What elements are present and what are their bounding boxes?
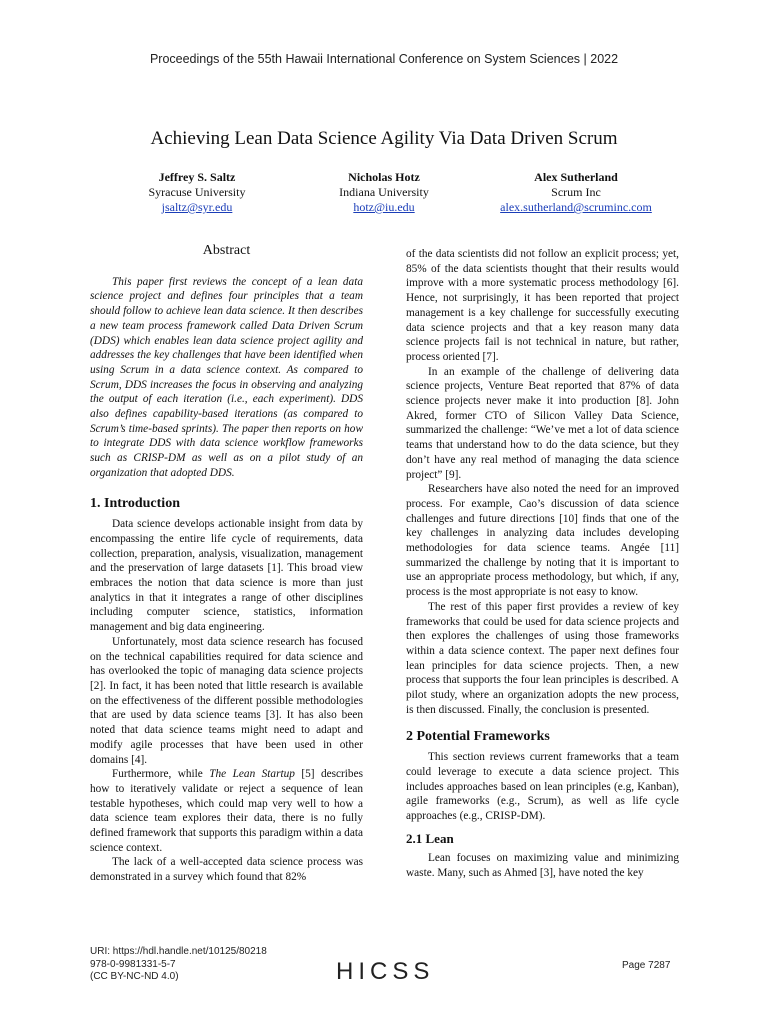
logo-text: HICSS <box>336 958 435 985</box>
intro-paragraph <box>90 767 363 855</box>
intro-paragraph: Unfortunately, most data science research has focused on the technical capabilities required for data science and has overlooked the topic of managing data science projects [2]. In fact, it has been noted that little research is available on the effectiveness of the different possible methodologies that are used by data science teams [3]. It has also been noted that data science teams might need to adapt and modify agile processes that have been used in other domains [4]. <box>90 635 363 766</box>
abstract-heading: Abstract <box>202 243 251 258</box>
intro-text: Furthermore, while <box>112 768 210 781</box>
abstract-text: This paper first reviews the concept of a lean data science project and defines four principles that a team should follow to achieve lean data science. It then describes a new team process framework called Data Driven Scrum (DDS) which enables lean data science project agility and addresses the key challenges that have been identified when using Scrum in a data science context. As compared to Scrum, DDS increases the focus in observing and analyzing the output of each iteration (i.e., each experiment). DDS also defines capability-based iterations (as compared to Scrum’s time-based sprints). The paper then reports on how to integrate DDS with data science workflow frameworks such as CRISP-DM as well as on a pilot study of an organization that adopted DDS. <box>90 275 363 479</box>
abstract-section <box>90 244 363 481</box>
body-paragraph: Lean focuses on maximizing value and minimizing waste. Many, such as Ahmed [3], have noted the key <box>406 852 679 880</box>
uri-text: URI: https://hdl.handle.net/10125/80218 <box>90 946 267 957</box>
author-email-link[interactable]: hotz@iu.edu <box>353 200 415 214</box>
body-paragraph: In an example of the challenge of delivering data science projects, Venture Beat reported that 87% of data science projects never make it into production [8]. John Akred, former CTO of Silicon Valley Data Science, summarized the challenge: “We’ve met a lot of data science teams that understand how to do the data science, but they don’t have any real method of managing the data science project” [9]. <box>406 365 679 481</box>
body-paragraph: Researchers have also noted the need for an improved process. For example, Cao’s discussion of data science challenges and future directions [10] finds that one of the key challenges in analyzing data includes developing methodologies for data science teams. Angée [11] summarized the challenge by noting that it is important to use an appropriate process methodology, but which, if any, process is the most appropriate is not easy to know. <box>406 483 679 599</box>
author-name: Alex Sutherland <box>534 170 618 184</box>
intro-text: [5] describes how to iteratively validate or reject a sequence of lean testable hypotheses, which could map very well to how a data science team explores their data, there is no fully defined framework that supports this paradigm within a data science context. <box>90 768 363 854</box>
hicss-logo <box>336 958 434 986</box>
author-affiliation: Indiana University <box>339 185 429 199</box>
isbn-text: 978-0-9981331-5-7 <box>90 958 176 970</box>
proceedings-header: Proceedings of the 55th Hawaii International Conference on System Sciences | 2022 <box>149 52 619 66</box>
license-text: (CC BY-NC-ND 4.0) <box>90 971 179 982</box>
page-number: Page 7287 <box>622 960 671 971</box>
author-name: Jeffrey S. Saltz <box>158 170 236 184</box>
author-name: Nicholas Hotz <box>348 170 420 184</box>
author-block <box>466 170 686 215</box>
subsection-heading-lean: 2.1 Lean <box>406 830 454 846</box>
paper-title: Achieving Lean Data Science Agility Via Data Driven Scrum <box>150 128 618 149</box>
right-column <box>406 247 679 881</box>
author-affiliation: Scrum Inc <box>551 185 601 199</box>
author-email-link[interactable]: alex.sutherland@scruminc.com <box>500 200 652 214</box>
section-heading-potential-frameworks: 2 Potential Frameworks <box>406 728 550 744</box>
book-title: The Lean Startup <box>209 768 295 781</box>
author-block <box>274 170 494 215</box>
body-paragraph: of the data scientists did not follow an explicit process; yet, 85% of the data scientists thought that their results would improve with a more systematic process methodology [6]. Hence, not surprisingly, it has been reported that project management is a key challenge for successfully executing data science projects and that a key reason many data science projects fail is not technical in nature, but rather, process oriented [7]. <box>406 248 679 363</box>
section-heading-introduction: 1. Introduction <box>90 495 180 511</box>
left-column <box>90 244 363 885</box>
author-affiliation: Syracuse University <box>148 185 246 199</box>
body-paragraph: This section reviews current frameworks that a team could leverage to execute a data science project. This includes approaches based on lean principles (e.g, Kanban), agile frameworks (e.g., Scrum), as well as life cycle approaches (e.g., CRISP-DM). <box>406 751 679 823</box>
intro-paragraph: The lack of a well-accepted data science process was demonstrated in a survey which found that 82% <box>90 856 363 884</box>
author-email-link[interactable]: jsaltz@syr.edu <box>161 200 233 214</box>
footer-info <box>90 946 267 984</box>
intro-paragraph: Data science develops actionable insight from data by encompassing the entire life cycle of requirements, data collection, preparation, analysis, visualization, management and the preservation of large datasets [1]. This broad view embraces the notion that data science is more than just analytics in that it integrates a range of other disciplines including computer science, statistics, information management and big data engineering. <box>90 518 363 634</box>
body-paragraph: The rest of this paper first provides a review of key frameworks that could be used for data science projects and then explores the challenges of using those frameworks within a data science context. The paper next defines four lean principles for data science projects. Then, a new process that supports the four lean principles is described. A pilot study, where an organization adopts the new process, is then discussed. Finally, the conclusion is presented. <box>406 600 679 716</box>
